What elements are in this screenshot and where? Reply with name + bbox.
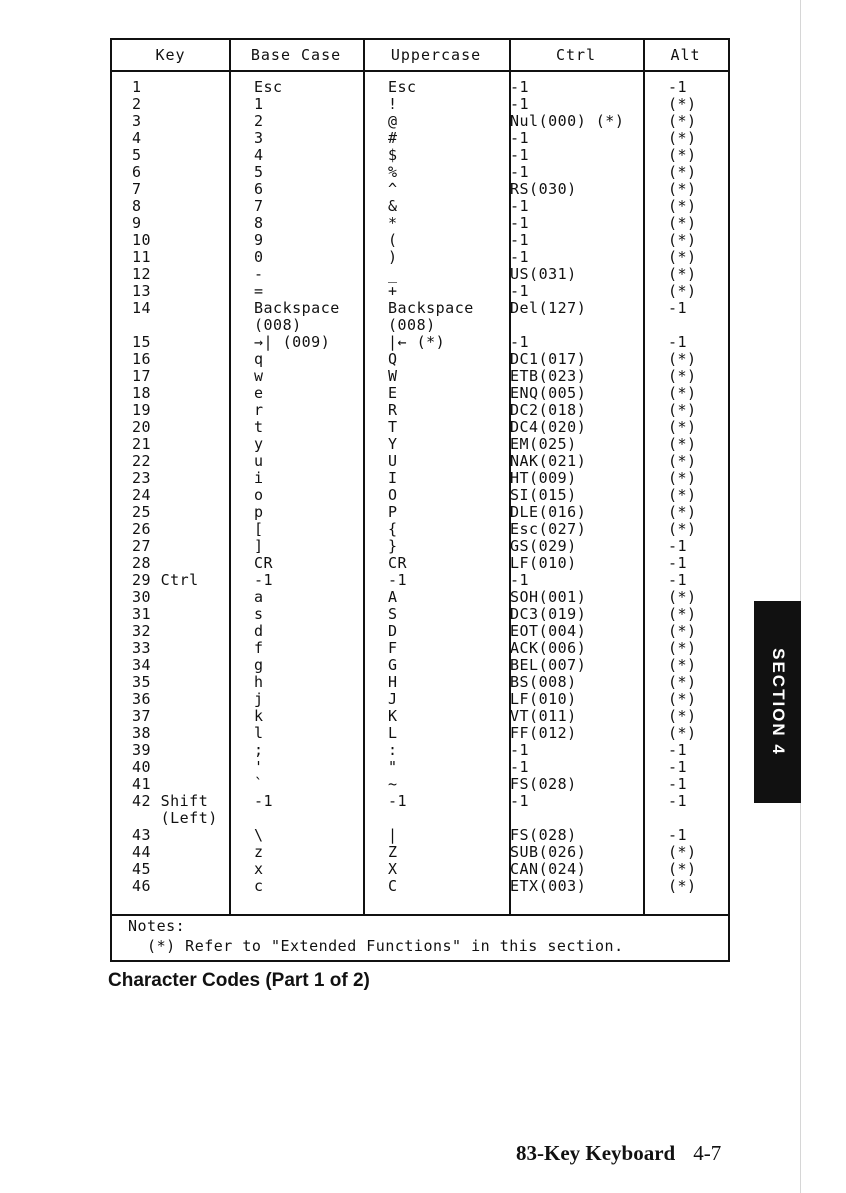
- row-ctrl-cell: -1: [510, 163, 530, 181]
- row-uppercase-cell: H: [388, 673, 398, 691]
- notes-text: (*) Refer to "Extended Functions" in this section.: [128, 937, 624, 955]
- header-base-case: Base Case: [250, 46, 342, 64]
- row-ctrl-cell: FS(028): [510, 775, 577, 793]
- row-uppercase-cell: ~: [388, 775, 398, 793]
- notes: [128, 916, 624, 956]
- row-base-case-cell: e: [254, 384, 264, 402]
- table-row: [112, 198, 728, 215]
- row-ctrl-cell: VT(011): [510, 707, 577, 725]
- row-alt-cell: (*): [668, 163, 697, 181]
- row-alt-cell: (*): [668, 673, 697, 691]
- row-uppercase-cell: -1: [388, 792, 408, 810]
- row-uppercase-cell: |: [388, 826, 398, 844]
- row-uppercase-cell: ): [388, 248, 398, 266]
- row-ctrl-cell: -1: [510, 333, 530, 351]
- table-row: [112, 368, 728, 385]
- row-alt-cell: -1: [668, 741, 688, 759]
- table-row: [112, 402, 728, 419]
- row-alt-cell: (*): [668, 877, 697, 895]
- table-row: [112, 232, 728, 249]
- row-uppercase-cell: Backspace (008): [388, 299, 474, 334]
- page-edge-rule: [800, 0, 801, 1193]
- row-ctrl-cell: NAK(021): [510, 452, 587, 470]
- row-uppercase-cell: |← (*): [388, 333, 446, 351]
- row-base-case-cell: g: [254, 656, 264, 674]
- table-row: [112, 113, 728, 130]
- row-base-case-cell: 2: [254, 112, 264, 130]
- row-alt-cell: (*): [668, 656, 697, 674]
- row-key-cell: 29 Ctrl: [132, 571, 199, 589]
- row-ctrl-cell: ETX(003): [510, 877, 587, 895]
- header-rule: [112, 70, 728, 72]
- row-ctrl-cell: LF(010): [510, 690, 577, 708]
- row-key-cell: 15: [132, 333, 152, 351]
- row-uppercase-cell: (: [388, 231, 398, 249]
- row-base-case-cell: `: [254, 775, 264, 793]
- row-key-cell: 25: [132, 503, 152, 521]
- row-uppercase-cell: C: [388, 877, 398, 895]
- table-row: [112, 164, 728, 181]
- row-base-case-cell: d: [254, 622, 264, 640]
- row-base-case-cell: z: [254, 843, 264, 861]
- row-ctrl-cell: Esc(027): [510, 520, 587, 538]
- row-base-case-cell: 3: [254, 129, 264, 147]
- row-base-case-cell: →| (009): [254, 333, 331, 351]
- table-row: [112, 861, 728, 878]
- row-ctrl-cell: EOT(004): [510, 622, 587, 640]
- row-alt-cell: (*): [668, 282, 697, 300]
- row-ctrl-cell: -1: [510, 571, 530, 589]
- row-base-case-cell: j: [254, 690, 264, 708]
- row-uppercase-cell: P: [388, 503, 398, 521]
- row-uppercase-cell: R: [388, 401, 398, 419]
- header-key: Key: [155, 46, 186, 64]
- row-uppercase-cell: Q: [388, 350, 398, 368]
- header-ctrl: Ctrl: [555, 46, 597, 64]
- row-ctrl-cell: -1: [510, 758, 530, 776]
- table-row: [112, 147, 728, 164]
- row-uppercase-cell: $: [388, 146, 398, 164]
- row-uppercase-cell: &: [388, 197, 398, 215]
- row-key-cell: 11: [132, 248, 152, 266]
- row-base-case-cell: -1: [254, 792, 274, 810]
- table-caption: Character Codes (Part 1 of 2): [108, 970, 370, 991]
- row-alt-cell: -1: [668, 571, 688, 589]
- row-uppercase-cell: -1: [388, 571, 408, 589]
- row-ctrl-cell: -1: [510, 78, 530, 96]
- row-key-cell: 32: [132, 622, 152, 640]
- row-uppercase-cell: I: [388, 469, 398, 487]
- row-alt-cell: -1: [668, 537, 688, 555]
- table-row: [112, 606, 728, 623]
- row-key-cell: 8: [132, 197, 142, 215]
- table-row: [112, 181, 728, 198]
- row-alt-cell: (*): [668, 129, 697, 147]
- row-key-cell: 41: [132, 775, 152, 793]
- row-uppercase-cell: A: [388, 588, 398, 606]
- table-row: [112, 79, 728, 96]
- row-uppercase-cell: F: [388, 639, 398, 657]
- row-uppercase-cell: ^: [388, 180, 398, 198]
- row-alt-cell: (*): [668, 214, 697, 232]
- row-ctrl-cell: DC3(019): [510, 605, 587, 623]
- row-key-cell: 1: [132, 78, 142, 96]
- header-alt: Alt: [670, 46, 701, 64]
- row-key-cell: 42 Shift (Left): [132, 792, 218, 827]
- header-uppercase: Uppercase: [390, 46, 482, 64]
- row-uppercase-cell: _: [388, 265, 398, 283]
- row-alt-cell: (*): [668, 520, 697, 538]
- table-row: [112, 589, 728, 606]
- row-uppercase-cell: Y: [388, 435, 398, 453]
- row-base-case-cell: \: [254, 826, 264, 844]
- row-ctrl-cell: EM(025): [510, 435, 577, 453]
- table-row: [112, 300, 728, 334]
- row-ctrl-cell: CAN(024): [510, 860, 587, 878]
- row-ctrl-cell: DC2(018): [510, 401, 587, 419]
- row-alt-cell: (*): [668, 435, 697, 453]
- row-ctrl-cell: -1: [510, 248, 530, 266]
- row-alt-cell: (*): [668, 469, 697, 487]
- row-ctrl-cell: -1: [510, 197, 530, 215]
- table-row: [112, 487, 728, 504]
- table-row: [112, 453, 728, 470]
- row-key-cell: 6: [132, 163, 142, 181]
- section-tab-label: SECTION 4: [768, 648, 788, 756]
- row-base-case-cell: 9: [254, 231, 264, 249]
- row-base-case-cell: r: [254, 401, 264, 419]
- row-base-case-cell: [: [254, 520, 264, 538]
- row-base-case-cell: ]: [254, 537, 264, 555]
- row-ctrl-cell: HT(009): [510, 469, 577, 487]
- row-alt-cell: (*): [668, 639, 697, 657]
- table-row: [112, 793, 728, 827]
- row-uppercase-cell: E: [388, 384, 398, 402]
- row-uppercase-cell: K: [388, 707, 398, 725]
- table-row: [112, 776, 728, 793]
- row-ctrl-cell: -1: [510, 129, 530, 147]
- page-number: 4-7: [693, 1141, 722, 1165]
- table-row: [112, 215, 728, 232]
- row-key-cell: 17: [132, 367, 152, 385]
- row-base-case-cell: 8: [254, 214, 264, 232]
- row-ctrl-cell: DC1(017): [510, 350, 587, 368]
- row-alt-cell: (*): [668, 112, 697, 130]
- table-row: [112, 691, 728, 708]
- table-row: [112, 759, 728, 776]
- row-ctrl-cell: -1: [510, 95, 530, 113]
- table-row: [112, 742, 728, 759]
- row-key-cell: 4: [132, 129, 142, 147]
- row-ctrl-cell: ACK(006): [510, 639, 587, 657]
- row-ctrl-cell: -1: [510, 231, 530, 249]
- row-base-case-cell: 1: [254, 95, 264, 113]
- row-base-case-cell: a: [254, 588, 264, 606]
- row-ctrl-cell: LF(010): [510, 554, 577, 572]
- row-base-case-cell: h: [254, 673, 264, 691]
- row-key-cell: 27: [132, 537, 152, 555]
- row-base-case-cell: 4: [254, 146, 264, 164]
- row-base-case-cell: x: [254, 860, 264, 878]
- row-uppercase-cell: J: [388, 690, 398, 708]
- row-uppercase-cell: T: [388, 418, 398, 436]
- character-codes-table: [110, 38, 730, 962]
- row-alt-cell: (*): [668, 350, 697, 368]
- row-alt-cell: (*): [668, 197, 697, 215]
- table-row: [112, 674, 728, 691]
- row-key-cell: 23: [132, 469, 152, 487]
- row-alt-cell: (*): [668, 724, 697, 742]
- row-alt-cell: -1: [668, 775, 688, 793]
- row-ctrl-cell: FS(028): [510, 826, 577, 844]
- row-alt-cell: -1: [668, 333, 688, 351]
- row-base-case-cell: l: [254, 724, 264, 742]
- row-base-case-cell: q: [254, 350, 264, 368]
- row-key-cell: 16: [132, 350, 152, 368]
- row-uppercase-cell: W: [388, 367, 398, 385]
- table-row: [112, 266, 728, 283]
- table-row: [112, 640, 728, 657]
- table-row: [112, 623, 728, 640]
- row-ctrl-cell: -1: [510, 282, 530, 300]
- row-uppercase-cell: }: [388, 537, 398, 555]
- row-alt-cell: (*): [668, 401, 697, 419]
- row-base-case-cell: f: [254, 639, 264, 657]
- table-row: [112, 555, 728, 572]
- table-row: [112, 419, 728, 436]
- table-row: [112, 470, 728, 487]
- row-base-case-cell: p: [254, 503, 264, 521]
- row-ctrl-cell: US(031): [510, 265, 577, 283]
- table-row: [112, 283, 728, 300]
- row-alt-cell: (*): [668, 605, 697, 623]
- row-alt-cell: -1: [668, 758, 688, 776]
- row-key-cell: 45: [132, 860, 152, 878]
- row-key-cell: 34: [132, 656, 152, 674]
- row-uppercase-cell: Esc: [388, 78, 417, 96]
- row-ctrl-cell: SUB(026): [510, 843, 587, 861]
- row-uppercase-cell: O: [388, 486, 398, 504]
- row-base-case-cell: s: [254, 605, 264, 623]
- row-uppercase-cell: !: [388, 95, 398, 113]
- row-key-cell: 40: [132, 758, 152, 776]
- table-row: [112, 249, 728, 266]
- row-key-cell: 22: [132, 452, 152, 470]
- row-ctrl-cell: GS(029): [510, 537, 577, 555]
- row-base-case-cell: CR: [254, 554, 274, 572]
- row-ctrl-cell: ETB(023): [510, 367, 587, 385]
- row-key-cell: 38: [132, 724, 152, 742]
- row-alt-cell: (*): [668, 503, 697, 521]
- row-base-case-cell: =: [254, 282, 264, 300]
- row-key-cell: 5: [132, 146, 142, 164]
- row-uppercase-cell: L: [388, 724, 398, 742]
- row-key-cell: 18: [132, 384, 152, 402]
- row-ctrl-cell: SOH(001): [510, 588, 587, 606]
- table-row: [112, 130, 728, 147]
- row-base-case-cell: 7: [254, 197, 264, 215]
- row-key-cell: 43: [132, 826, 152, 844]
- row-alt-cell: (*): [668, 418, 697, 436]
- row-alt-cell: -1: [668, 554, 688, 572]
- row-alt-cell: (*): [668, 248, 697, 266]
- row-uppercase-cell: *: [388, 214, 398, 232]
- table-row: [112, 96, 728, 113]
- table-row: [112, 878, 728, 895]
- row-uppercase-cell: X: [388, 860, 398, 878]
- row-uppercase-cell: @: [388, 112, 398, 130]
- row-base-case-cell: ;: [254, 741, 264, 759]
- row-ctrl-cell: DLE(016): [510, 503, 587, 521]
- row-key-cell: 36: [132, 690, 152, 708]
- table-row: [112, 572, 728, 589]
- row-base-case-cell: t: [254, 418, 264, 436]
- row-ctrl-cell: SI(015): [510, 486, 577, 504]
- row-key-cell: 10: [132, 231, 152, 249]
- row-alt-cell: (*): [668, 452, 697, 470]
- row-key-cell: 26: [132, 520, 152, 538]
- row-uppercase-cell: +: [388, 282, 398, 300]
- row-base-case-cell: 0: [254, 248, 264, 266]
- row-key-cell: 19: [132, 401, 152, 419]
- row-uppercase-cell: ": [388, 758, 398, 776]
- row-base-case-cell: Esc: [254, 78, 283, 96]
- row-key-cell: 37: [132, 707, 152, 725]
- row-alt-cell: (*): [668, 265, 697, 283]
- row-ctrl-cell: FF(012): [510, 724, 577, 742]
- row-alt-cell: (*): [668, 95, 697, 113]
- row-base-case-cell: 6: [254, 180, 264, 198]
- row-ctrl-cell: -1: [510, 741, 530, 759]
- row-alt-cell: (*): [668, 588, 697, 606]
- row-key-cell: 3: [132, 112, 142, 130]
- table-row: [112, 436, 728, 453]
- row-alt-cell: (*): [668, 486, 697, 504]
- row-key-cell: 44: [132, 843, 152, 861]
- row-key-cell: 14: [132, 299, 152, 317]
- row-alt-cell: (*): [668, 860, 697, 878]
- row-ctrl-cell: Del(127): [510, 299, 587, 317]
- row-ctrl-cell: ENQ(005): [510, 384, 587, 402]
- row-uppercase-cell: {: [388, 520, 398, 538]
- page-footer: [516, 1141, 721, 1166]
- row-alt-cell: -1: [668, 78, 688, 96]
- row-uppercase-cell: :: [388, 741, 398, 759]
- row-alt-cell: (*): [668, 367, 697, 385]
- table-row: [112, 827, 728, 844]
- row-alt-cell: (*): [668, 707, 697, 725]
- row-base-case-cell: u: [254, 452, 264, 470]
- table-row: [112, 538, 728, 555]
- row-ctrl-cell: BEL(007): [510, 656, 587, 674]
- row-alt-cell: (*): [668, 690, 697, 708]
- row-base-case-cell: y: [254, 435, 264, 453]
- row-uppercase-cell: S: [388, 605, 398, 623]
- row-uppercase-cell: CR: [388, 554, 408, 572]
- row-alt-cell: (*): [668, 146, 697, 164]
- row-key-cell: 39: [132, 741, 152, 759]
- row-key-cell: 46: [132, 877, 152, 895]
- row-uppercase-cell: D: [388, 622, 398, 640]
- row-alt-cell: -1: [668, 299, 688, 317]
- notes-label: Notes:: [128, 917, 186, 935]
- row-uppercase-cell: %: [388, 163, 398, 181]
- row-uppercase-cell: Z: [388, 843, 398, 861]
- row-ctrl-cell: Nul(000) (*): [510, 112, 625, 130]
- row-alt-cell: (*): [668, 180, 697, 198]
- table-row: [112, 657, 728, 674]
- table-row: [112, 351, 728, 368]
- row-base-case-cell: i: [254, 469, 264, 487]
- row-alt-cell: (*): [668, 384, 697, 402]
- row-key-cell: 13: [132, 282, 152, 300]
- row-base-case-cell: -1: [254, 571, 274, 589]
- row-key-cell: 30: [132, 588, 152, 606]
- row-alt-cell: (*): [668, 231, 697, 249]
- row-key-cell: 31: [132, 605, 152, 623]
- table-row: [112, 521, 728, 538]
- row-alt-cell: (*): [668, 843, 697, 861]
- row-base-case-cell: o: [254, 486, 264, 504]
- table-row: [112, 504, 728, 521]
- row-ctrl-cell: -1: [510, 146, 530, 164]
- footer-title: 83-Key Keyboard: [516, 1141, 676, 1165]
- row-ctrl-cell: -1: [510, 792, 530, 810]
- table-body: [112, 79, 728, 895]
- row-uppercase-cell: U: [388, 452, 398, 470]
- row-base-case-cell: Backspace (008): [254, 299, 340, 334]
- row-uppercase-cell: G: [388, 656, 398, 674]
- row-key-cell: 12: [132, 265, 152, 283]
- table-row: [112, 725, 728, 742]
- table-row: [112, 385, 728, 402]
- row-base-case-cell: 5: [254, 163, 264, 181]
- row-ctrl-cell: RS(030): [510, 180, 577, 198]
- table-row: [112, 844, 728, 861]
- row-ctrl-cell: DC4(020): [510, 418, 587, 436]
- row-base-case-cell: c: [254, 877, 264, 895]
- table-row: [112, 334, 728, 351]
- row-base-case-cell: w: [254, 367, 264, 385]
- row-uppercase-cell: #: [388, 129, 398, 147]
- section-tab: [754, 601, 801, 803]
- row-key-cell: 7: [132, 180, 142, 198]
- row-key-cell: 24: [132, 486, 152, 504]
- row-base-case-cell: ': [254, 758, 264, 776]
- row-alt-cell: -1: [668, 792, 688, 810]
- row-key-cell: 33: [132, 639, 152, 657]
- row-base-case-cell: k: [254, 707, 264, 725]
- row-alt-cell: -1: [668, 826, 688, 844]
- table-row: [112, 708, 728, 725]
- row-key-cell: 20: [132, 418, 152, 436]
- row-key-cell: 35: [132, 673, 152, 691]
- row-alt-cell: (*): [668, 622, 697, 640]
- row-key-cell: 28: [132, 554, 152, 572]
- row-ctrl-cell: -1: [510, 214, 530, 232]
- row-key-cell: 9: [132, 214, 142, 232]
- row-ctrl-cell: BS(008): [510, 673, 577, 691]
- row-key-cell: 2: [132, 95, 142, 113]
- row-base-case-cell: -: [254, 265, 264, 283]
- row-key-cell: 21: [132, 435, 152, 453]
